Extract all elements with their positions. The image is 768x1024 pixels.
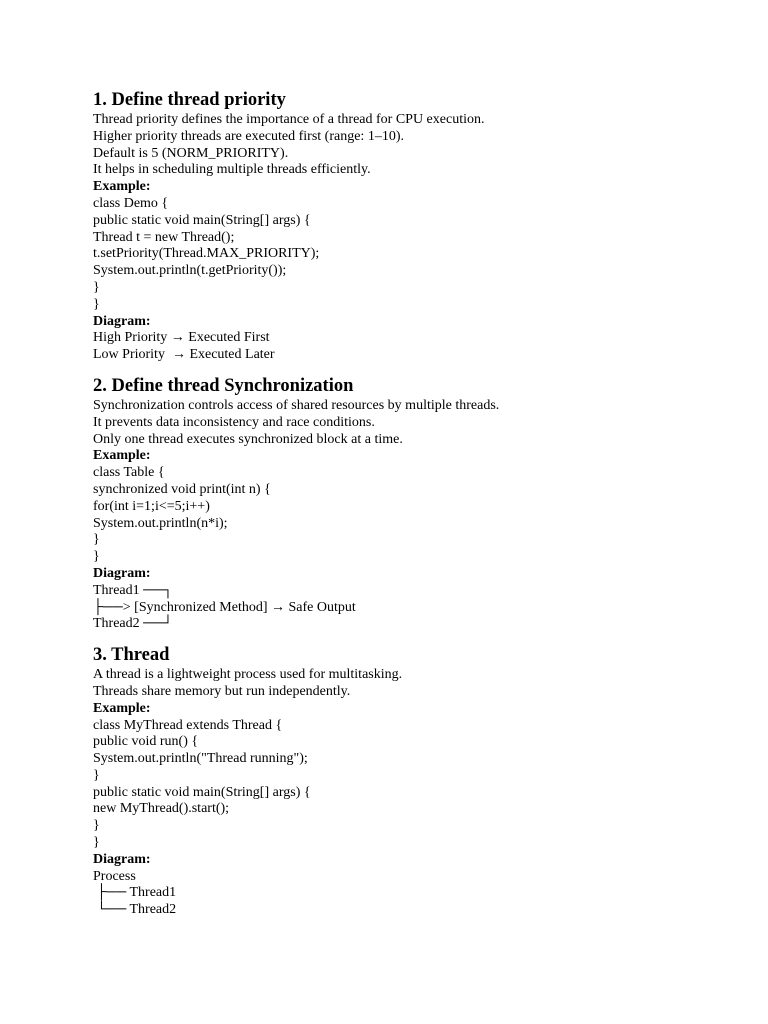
text-line: } [93, 549, 100, 565]
text-line: } [93, 835, 100, 851]
text-line: } [93, 532, 100, 548]
text-line: Thread t = new Thread(); [93, 229, 235, 245]
section-heading: 2. Define thread Synchronization [93, 375, 354, 396]
diagram-label: Diagram: [93, 851, 151, 867]
diagram-label: Diagram: [93, 313, 151, 329]
text-line: class Demo { [93, 195, 169, 211]
text-line: Process [93, 868, 136, 884]
text-line: Thread2 ──┘ [93, 616, 173, 632]
text-line: new MyThread().start(); [93, 801, 230, 817]
example-label: Example: [93, 700, 151, 716]
text-line: System.out.println(n*i); [93, 515, 228, 531]
section-1 [93, 88, 733, 364]
text-line: synchronized void print(int n) { [93, 481, 271, 497]
section-heading: 1. Define thread priority [93, 90, 286, 110]
text-line: t.setPriority(Thread.MAX_PRIORITY); [93, 246, 320, 262]
text-line: } [93, 296, 100, 312]
text-line: ├──> [Synchronized Method] → Safe Output [93, 599, 356, 615]
text-line: A thread is a lightweight process used for multitasking. [93, 667, 403, 683]
example-label: Example: [93, 448, 151, 464]
text-line: System.out.println("Thread running"); [93, 751, 308, 767]
text-line: public void run() { [93, 734, 199, 750]
example-label: Example: [93, 179, 151, 195]
section-heading: 3. Thread [93, 645, 170, 666]
section-2 [93, 374, 733, 633]
text-line: Threads share memory but run independently. [93, 683, 351, 699]
text-line: High Priority → Executed First [93, 330, 270, 346]
text-line: └── Thread2 [93, 902, 177, 918]
text-line: ├── Thread1 [93, 885, 177, 901]
text-line: class Table { [93, 465, 165, 481]
section-3 [93, 643, 733, 919]
text-line: Low Priority → Executed Later [93, 347, 275, 363]
text-line: Only one thread executes synchronized block at a time. [93, 431, 403, 447]
text-line: Thread1 ──┐ [93, 582, 173, 598]
text-line: public static void main(String[] args) { [93, 212, 311, 228]
diagram-label: Diagram: [93, 565, 151, 581]
text-line: public static void main(String[] args) { [93, 784, 311, 800]
text-line: } [93, 279, 100, 295]
text-line: Thread priority defines the importance of a thread for CPU execution. [93, 112, 485, 127]
text-line: System.out.println(t.getPriority()); [93, 263, 287, 279]
text-line: It helps in scheduling multiple threads efficiently. [93, 162, 371, 178]
text-line: for(int i=1;i<=5;i++) [93, 498, 210, 514]
document-page [93, 88, 733, 919]
text-line: } [93, 767, 100, 783]
text-line: It prevents data inconsistency and race conditions. [93, 414, 375, 430]
text-line: Default is 5 (NORM_PRIORITY). [93, 145, 289, 161]
text-line: Synchronization controls access of shared resources by multiple threads. [93, 397, 500, 413]
text-line: class MyThread extends Thread { [93, 717, 283, 733]
text-line: Higher priority threads are executed first (range: 1–10). [93, 128, 404, 144]
text-line: } [93, 818, 100, 834]
